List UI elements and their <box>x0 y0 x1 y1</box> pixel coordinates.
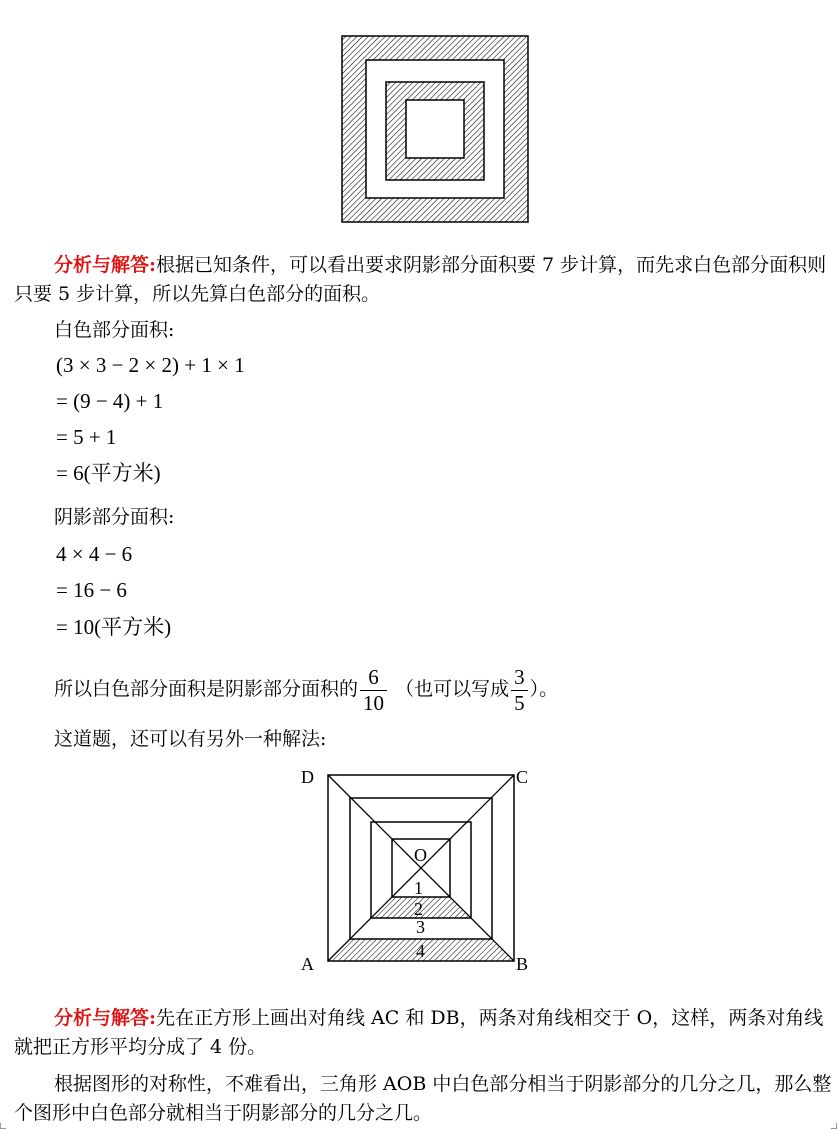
white-area-step: = (9 − 4) + 1 <box>56 389 164 413</box>
region-label-2: 2 <box>414 899 423 919</box>
analysis-paragraph-1 <box>14 251 834 309</box>
label-d: D <box>301 767 314 787</box>
fraction-numerator: 6 <box>360 667 387 691</box>
label-b: B <box>516 954 529 974</box>
shaded-area-result: = 10(平方米) <box>56 615 172 639</box>
inner-white-square <box>406 100 464 158</box>
region-label-3: 3 <box>416 917 425 937</box>
analysis-text: 先在正方形上画出对角线 AC 和 DB，两条对角线相交于 O，这样，两条对角线就把正方形平均分成了 4 份。 <box>14 1007 824 1058</box>
fraction-denominator: 5 <box>514 690 525 715</box>
white-area-step: = 5 + 1 <box>56 425 117 449</box>
fraction-three-fifths <box>511 664 528 715</box>
conclusion-line <box>54 660 558 718</box>
analysis-label: 分析与解答: <box>54 1007 157 1029</box>
white-area-step: (3 × 3 − 2 × 2) + 1 × 1 <box>56 353 245 377</box>
shaded-area-step: = 16 − 6 <box>56 578 127 602</box>
fraction-six-tenths <box>360 664 387 715</box>
fraction-numerator: 3 <box>511 667 528 691</box>
label-c: C <box>516 767 529 787</box>
analysis-paragraph-2 <box>14 1004 834 1062</box>
conclusion-middle: （也可以写成 <box>395 678 510 700</box>
analysis-label: 分析与解答: <box>54 254 157 276</box>
label-o: O <box>414 845 427 865</box>
symmetry-paragraph: 根据图形的对称性，不难看出，三角形 AOB 中白色部分相当于阴影部分的几分之几，那么整个图形中白色部分就相当于阴影部分的几分之几。 <box>14 1073 832 1124</box>
page-corner-mark <box>831 1123 837 1129</box>
page-corner-mark <box>0 1123 6 1129</box>
white-area-heading: 白色部分面积: <box>54 319 175 341</box>
conclusion-suffix: ）。 <box>529 678 559 700</box>
analysis-text: 根据已知条件，可以看出要求阴影部分面积要 7 步计算，而先求白色部分面积则只要 5 步计算，所以先算白色部分的面积。 <box>14 254 827 305</box>
concentric-squares-figure <box>341 35 529 223</box>
fraction-denominator: 10 <box>363 690 385 715</box>
shaded-area-step: 4 × 4 − 6 <box>56 542 133 566</box>
shaded-area-heading: 阴影部分面积: <box>54 506 175 528</box>
diagonal-square-figure <box>296 765 536 975</box>
region-label-4: 4 <box>416 941 425 961</box>
label-a: A <box>301 954 314 974</box>
region-label-1: 1 <box>414 878 423 898</box>
conclusion-prefix: 所以白色部分面积是阴影部分面积的 <box>54 678 359 700</box>
white-area-result: = 6(平方米) <box>56 461 161 485</box>
another-method-line: 这道题，还可以有另外一种解法: <box>54 728 327 750</box>
